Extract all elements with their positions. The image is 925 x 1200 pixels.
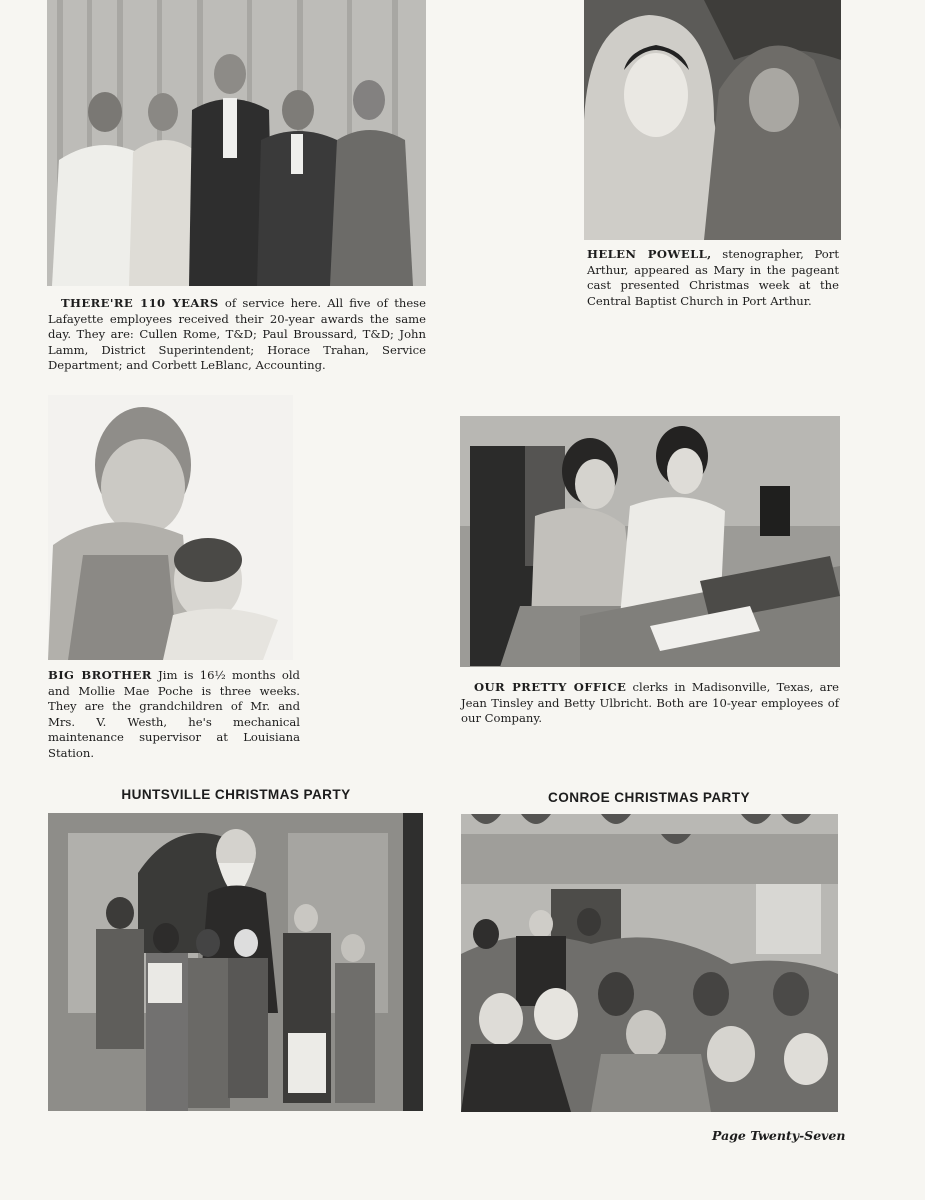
caption-big-brother	[48, 668, 300, 762]
page-number: Page Twenty-Seven	[712, 1128, 846, 1143]
caption-lead: BIG BROTHER	[48, 668, 152, 682]
photo-conroe-party	[461, 814, 838, 1112]
caption-lafayette	[48, 296, 426, 374]
heading-conroe: CONROE CHRISTMAS PARTY	[548, 790, 750, 805]
caption-text: of service here. All five of these Lafayette employees received their 20-year awards the same day. They are: Cullen Rome, T&D; Paul Broussard, T&D; John Lamm, District Superintendent; Horace Trahan, Service Department; and Corbett LeBlanc, Accounting.	[48, 296, 426, 373]
caption-text: clerks in Madisonville, Texas, are Jean Tinsley and Betty Ulbricht. Both are 10-year employees of our Company.	[461, 680, 839, 726]
five-men-photo-art	[47, 0, 426, 286]
office-photo-art	[460, 416, 840, 667]
heading-huntsville: HUNTSVILLE CHRISTMAS PARTY	[121, 787, 351, 802]
caption-text: Jim is 16½ months old and Mollie Mae Poche is three weeks. They are the grandchildren of Mr. and Mrs. V. Westh, he's mechanical maintenance supervisor at Louisiana Station.	[48, 668, 300, 760]
pageant-photo-art	[584, 0, 841, 240]
caption-lead: OUR PRETTY OFFICE	[474, 680, 627, 694]
photo-office-clerks	[460, 416, 840, 667]
babies-photo-art	[48, 395, 293, 660]
photo-helen-powell-pageant	[584, 0, 841, 240]
photo-lafayette-employees	[47, 0, 426, 286]
conroe-photo-art	[461, 814, 838, 1112]
caption-text: stenographer, Port Arthur, appeared as Mary in the pageant cast presented Christmas week at the Central Baptist Church in Port Arthur.	[587, 247, 839, 308]
caption-office-clerks	[461, 680, 839, 727]
photo-big-brother	[48, 395, 293, 660]
caption-helen-powell	[587, 247, 839, 309]
caption-lead: HELEN POWELL,	[587, 247, 712, 261]
huntsville-photo-art	[48, 813, 423, 1111]
photo-huntsville-party	[48, 813, 423, 1111]
caption-lead: THERE'RE 110 YEARS	[61, 296, 219, 310]
